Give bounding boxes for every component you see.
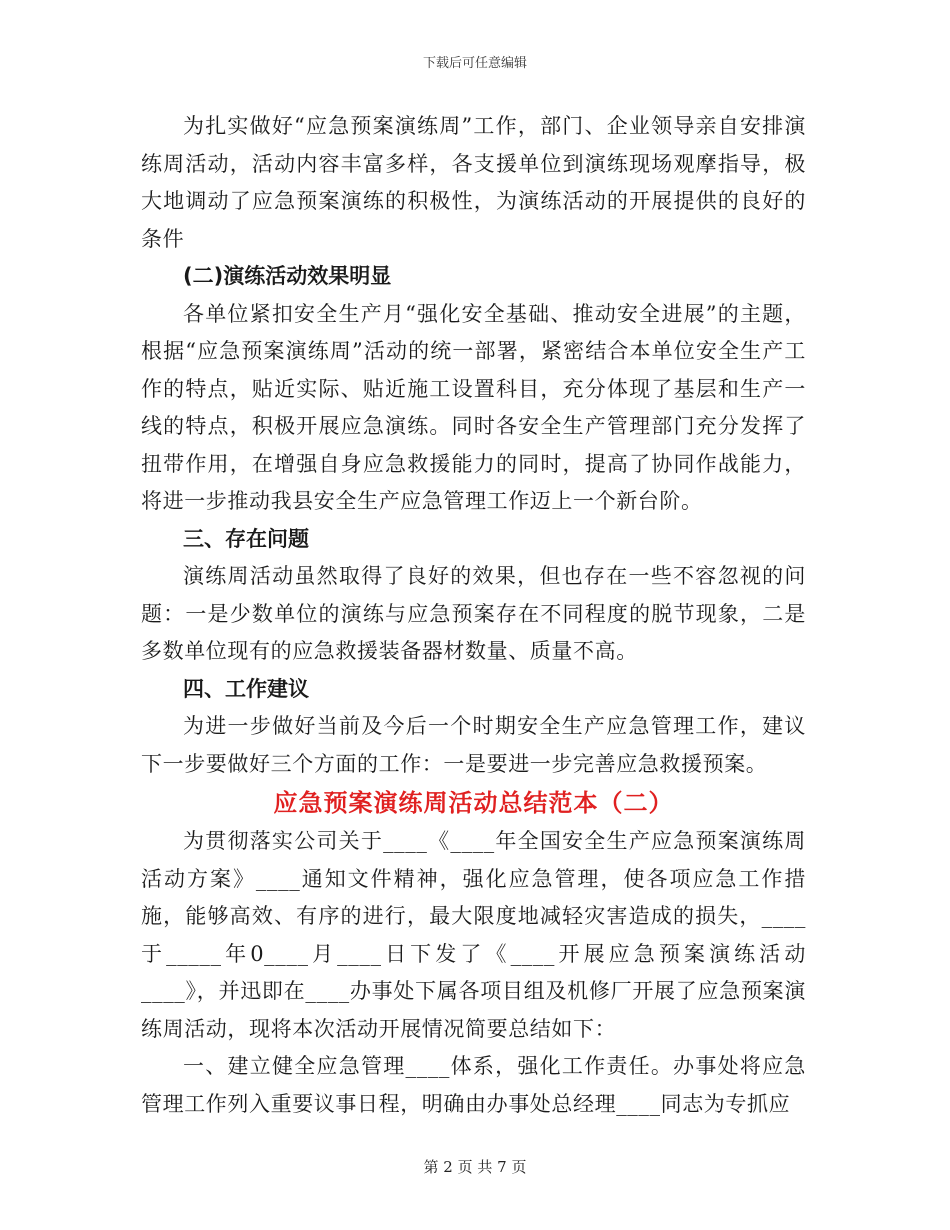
document-body <box>141 108 806 1123</box>
paragraph-effect: 各单位紧扣安全生产月“强化安全基础、推动安全进展”的主题，根据“应急预案演练周”活动的统一部署，紧密结合本单位安全生产工作的特点，贴近实际、贴近施工设置科目，充分体现了基层和生产一线的特点，积极开展应急演练。同时各安全生产管理部门充分发挥了扭带作用，在增强自身应急救援能力的同时，提高了协同作战能力，将进一步推动我县安全生产应急管理工作迈上一个新台阶。 <box>141 301 806 513</box>
section-heading-effect: (二)演练活动效果明显 <box>183 264 392 288</box>
paragraph-problems: 演练周活动虽然取得了良好的效果，但也存在一些不容忽视的问题：一是少数单位的演练与应急预案存在不同程度的脱节现象，二是多数单位现有的应急救援装备器材数量、质量不高。 <box>141 564 806 663</box>
page-number: 第 2 页 共 7 页 <box>423 1158 527 1176</box>
paragraph-intro: 为贯彻落实公司关于____《____年全国安全生产应急预案演练周活动方案》____通知文件精神，强化应急管理，使各项应急工作措施，能够高效、有序的进行，最大限度地减轻灾害造成的损失，____于_____年0____月____日下发了《____开展应急预案演练活动____》，并迅即在____办事处下属各项目组及机修厂开展了应急预案演练周活动，现将本次活动开展情况简要总结如下： <box>141 829 806 1041</box>
document-title: 应急预案演练周活动总结范本（二） <box>273 789 674 817</box>
paragraph-suggestions: 为进一步做好当前及今后一个时期安全生产应急管理工作，建议下一步要做好三个方面的工作：一是要进一步完善应急救援预案。 <box>141 714 806 776</box>
page-header: 下载后可任意编辑 <box>422 56 527 71</box>
section-heading-suggestions: 四、工作建议 <box>183 676 309 701</box>
paragraph-preparation: 为扎实做好“应急预案演练周”工作，部门、企业领导亲自安排演练周活动，活动内容丰富多样，各支援单位到演练现场观摩指导，极大地调动了应急预案演练的积极性，为演练活动的开展提供的良好的条件 <box>141 114 806 251</box>
paragraph-section-one: 一、建立健全应急管理____体系，强化工作责任。办事处将应急管理工作列入重要议事日程，明确由办事处总经理____同志为专抓应 <box>141 1054 806 1116</box>
section-heading-problems: 三、存在问题 <box>183 526 309 551</box>
